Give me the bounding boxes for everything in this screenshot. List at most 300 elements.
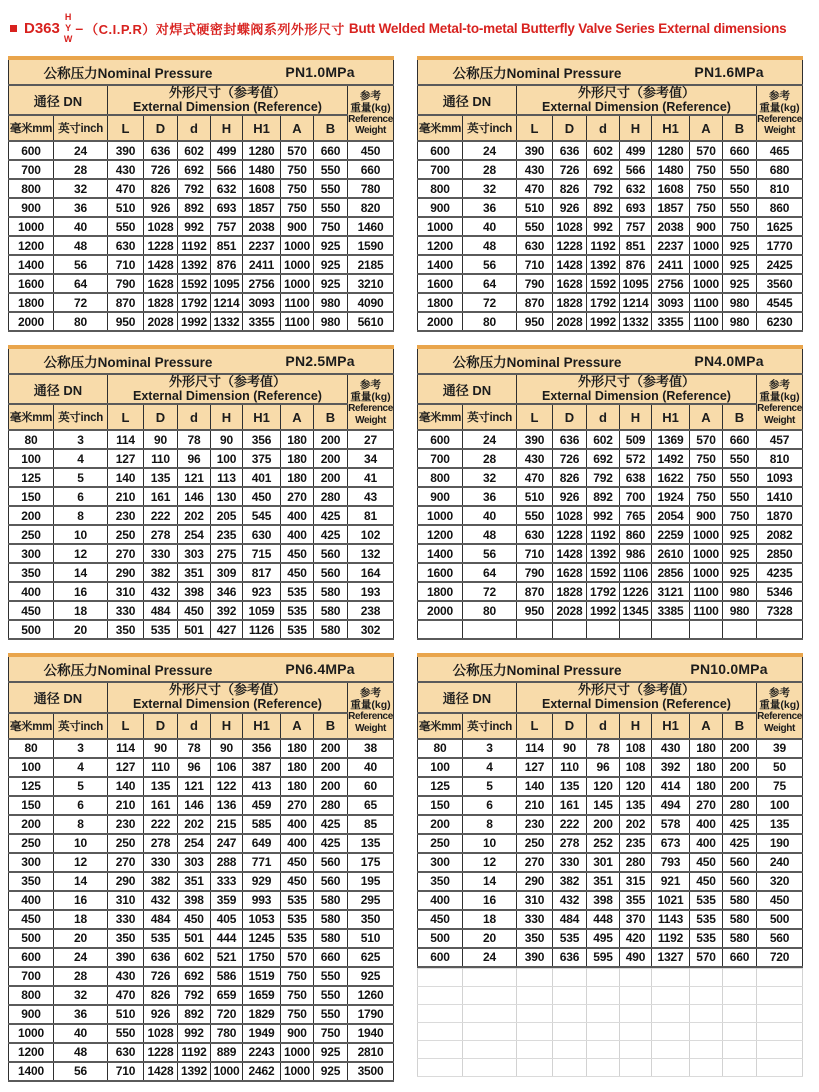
cell: [757, 968, 803, 986]
pressure-table-pn1-6: [417, 56, 802, 332]
cell: 1100: [690, 312, 723, 331]
cell: 150: [418, 796, 463, 815]
nominal-pressure-label: 公称压力Nominal Pressure: [43, 66, 213, 82]
cell: 700: [418, 449, 463, 468]
cell: 125: [9, 777, 54, 796]
cell: 926: [144, 198, 178, 217]
cell: [620, 968, 652, 986]
cell: 36: [463, 198, 517, 217]
cell: 450: [418, 910, 463, 929]
cell: 1260: [348, 986, 394, 1005]
cell: 140: [108, 468, 144, 487]
cell: 28: [463, 449, 517, 468]
cell: 24: [463, 948, 517, 967]
cell: 18: [54, 601, 108, 620]
cell: 1392: [178, 255, 211, 274]
cell: 1028: [144, 1024, 178, 1043]
model-suffix-h: H: [64, 12, 72, 22]
cell: [463, 1004, 517, 1022]
cell: 1214: [211, 293, 243, 312]
cell: 630: [243, 525, 281, 544]
cell: 247: [211, 834, 243, 853]
table-row: [418, 929, 803, 948]
cell: 330: [144, 544, 178, 563]
cell: 2810: [348, 1043, 394, 1062]
col-header-D: D: [553, 404, 587, 430]
cell: 200: [314, 449, 348, 468]
cell: 750: [281, 160, 314, 179]
cell: 700: [9, 967, 54, 986]
col-header-A: A: [690, 404, 723, 430]
cell: 100: [418, 758, 463, 777]
cell: 215: [211, 815, 243, 834]
cell: 710: [108, 1062, 144, 1081]
cell: 1480: [652, 160, 690, 179]
cell: 595: [587, 948, 620, 967]
cell: 303: [178, 544, 211, 563]
col-header-H1: H1: [652, 115, 690, 141]
weight-en-2: Weight: [764, 722, 795, 734]
cell: 980: [723, 601, 757, 620]
cell: 1600: [418, 563, 463, 582]
table-row: [418, 853, 803, 872]
cell: 600: [418, 141, 463, 160]
cell: [553, 1058, 587, 1076]
cell: 450: [9, 601, 54, 620]
cell: 78: [178, 739, 211, 758]
cell: 18: [54, 910, 108, 929]
cell: 980: [723, 312, 757, 331]
reference-weight-header: [348, 85, 394, 141]
cell: 210: [517, 796, 553, 815]
cell: 1790: [348, 1005, 394, 1024]
cell: 470: [517, 468, 553, 487]
cell: 660: [723, 948, 757, 967]
weight-cn-2: 重量(kg): [759, 390, 800, 403]
cell: 180: [281, 430, 314, 449]
cell: 535: [144, 620, 178, 639]
cell: [620, 1022, 652, 1040]
table-row: [9, 468, 394, 487]
cell: [757, 1040, 803, 1058]
weight-cn-2: 重量(kg): [350, 101, 391, 114]
cell: 425: [723, 834, 757, 853]
cell: 430: [517, 449, 553, 468]
cell: 5610: [348, 312, 394, 331]
cell: 550: [723, 160, 757, 179]
cell: 3210: [348, 274, 394, 293]
cell: 12: [463, 853, 517, 872]
cell: 1000: [418, 506, 463, 525]
dimension-table: [417, 56, 803, 332]
cell: 900: [418, 198, 463, 217]
cell: [723, 1004, 757, 1022]
cell: 1028: [553, 217, 587, 236]
cell: 757: [620, 217, 652, 236]
cell: 350: [348, 910, 394, 929]
cell: 96: [178, 758, 211, 777]
cell: 535: [281, 582, 314, 601]
table-row: [418, 487, 803, 506]
col-header-L: L: [517, 115, 553, 141]
cell: 1280: [243, 141, 281, 160]
weight-en-1: Reference: [757, 403, 802, 415]
cell: 535: [144, 929, 178, 948]
table-row: [418, 872, 803, 891]
cell: 280: [620, 853, 652, 872]
cell: 1400: [418, 544, 463, 563]
cell: 580: [723, 929, 757, 948]
cell: 925: [723, 236, 757, 255]
cell: 164: [348, 563, 394, 582]
cell: 2028: [553, 312, 587, 331]
cell: 1460: [348, 217, 394, 236]
cell: 180: [690, 739, 723, 758]
external-dimension-header: [517, 85, 757, 115]
cell: 2028: [144, 312, 178, 331]
cell: 1600: [418, 274, 463, 293]
table-row: [9, 179, 394, 198]
weight-en-2: Weight: [355, 722, 386, 734]
cell: 351: [178, 872, 211, 891]
cell: 1000: [9, 217, 54, 236]
col-header-mm: 毫米mm: [418, 115, 463, 141]
cell: 427: [211, 620, 243, 639]
cell: 750: [314, 1024, 348, 1043]
cell: 499: [620, 141, 652, 160]
cell: 7328: [757, 601, 803, 620]
cell: 202: [178, 506, 211, 525]
cell: 450: [178, 910, 211, 929]
weight-cn-1: 参考: [360, 686, 382, 699]
col-header-L: L: [108, 115, 144, 141]
cell: 278: [144, 525, 178, 544]
cell: 636: [553, 948, 587, 967]
empty-row: [418, 620, 803, 639]
cell: 980: [723, 582, 757, 601]
cell: [690, 620, 723, 639]
cell: 780: [348, 179, 394, 198]
weight-cn-2: 重量(kg): [759, 699, 800, 711]
cell: 1400: [9, 255, 54, 274]
cell: 636: [553, 141, 587, 160]
cell: 535: [553, 929, 587, 948]
cell: 1592: [178, 274, 211, 293]
cell: 726: [553, 449, 587, 468]
cell: 222: [553, 815, 587, 834]
cell: [620, 620, 652, 639]
cell: 90: [211, 430, 243, 449]
cell: [757, 1058, 803, 1076]
cell: 195: [348, 872, 394, 891]
cell: 295: [348, 891, 394, 910]
cell: 135: [348, 834, 394, 853]
pressure-value: PN10.0MPa: [690, 661, 768, 678]
cell: 1000: [690, 255, 723, 274]
cell: 750: [281, 967, 314, 986]
col-header-H: H: [620, 115, 652, 141]
cell: 570: [690, 141, 723, 160]
cell: 350: [108, 929, 144, 948]
cell: 16: [463, 891, 517, 910]
cell: 1600: [9, 274, 54, 293]
cell: 222: [144, 815, 178, 834]
cell: 1100: [281, 293, 314, 312]
table-row: [9, 891, 394, 910]
cell: 2610: [652, 544, 690, 563]
cell: 350: [9, 563, 54, 582]
weight-cn-1: 参考: [360, 378, 382, 391]
cell: 700: [418, 160, 463, 179]
cell: 1392: [587, 255, 620, 274]
cell: [553, 986, 587, 1004]
cell: 330: [108, 601, 144, 620]
cell: 16: [54, 582, 108, 601]
cell: 398: [178, 582, 211, 601]
cell: 205: [211, 506, 243, 525]
cell: 400: [281, 815, 314, 834]
cell: [652, 1040, 690, 1058]
cell: 1428: [553, 255, 587, 274]
cell: 3121: [652, 582, 690, 601]
table-row: [9, 815, 394, 834]
cell: 560: [314, 872, 348, 891]
cell: 180: [281, 758, 314, 777]
cell: 750: [723, 506, 757, 525]
cell: 1327: [652, 948, 690, 967]
pressure-table-pn4-0: [417, 345, 802, 640]
cell: 65: [348, 796, 394, 815]
cell: 3355: [652, 312, 690, 331]
empty-continuation-grid: [417, 968, 803, 1077]
cell: 1800: [9, 293, 54, 312]
cell: [418, 986, 463, 1004]
cell: 560: [723, 853, 757, 872]
cell: 8: [54, 815, 108, 834]
reference-weight-header: [348, 374, 394, 430]
cell: 580: [314, 891, 348, 910]
cell: 578: [652, 815, 690, 834]
cell: 550: [723, 198, 757, 217]
weight-cn-1: 参考: [769, 686, 791, 699]
cell: 892: [178, 198, 211, 217]
cell: 1000: [281, 255, 314, 274]
cell: 1400: [418, 255, 463, 274]
weight-en-2: Weight: [355, 414, 386, 426]
cell: 470: [517, 179, 553, 198]
cell: 986: [620, 544, 652, 563]
cell: 720: [211, 1005, 243, 1024]
cell: 3355: [243, 312, 281, 331]
cell: 121: [178, 468, 211, 487]
cell: 550: [723, 179, 757, 198]
cell: 300: [9, 853, 54, 872]
cell: [553, 1004, 587, 1022]
cell: 1857: [652, 198, 690, 217]
col-header-inch: 英寸inch: [463, 404, 517, 430]
cell: 100: [9, 758, 54, 777]
col-header-H: H: [211, 713, 243, 739]
cell: 693: [620, 198, 652, 217]
cell: 810: [757, 449, 803, 468]
weight-en-2: Weight: [355, 125, 386, 137]
cell: 757: [211, 217, 243, 236]
pressure-title-cell: [418, 655, 803, 682]
nominal-pressure-label: 公称压力Nominal Pressure: [43, 663, 213, 679]
cell: 330: [553, 853, 587, 872]
cell: 110: [553, 758, 587, 777]
cell: [463, 968, 517, 986]
cell: 1192: [652, 929, 690, 948]
cell: 1992: [178, 312, 211, 331]
cell: 4: [463, 758, 517, 777]
cell: 550: [314, 179, 348, 198]
cell: 72: [54, 293, 108, 312]
cell: 602: [587, 430, 620, 449]
cell: 457: [757, 430, 803, 449]
cell: 230: [517, 815, 553, 834]
cell: 566: [211, 160, 243, 179]
cell: 900: [9, 198, 54, 217]
cell: 800: [418, 179, 463, 198]
cell: [463, 620, 517, 639]
cell: 630: [517, 525, 553, 544]
cell: 1628: [553, 563, 587, 582]
col-header-mm: 毫米mm: [418, 713, 463, 739]
cell: 432: [144, 582, 178, 601]
cell: 570: [690, 430, 723, 449]
cell: 1792: [178, 293, 211, 312]
external-dimension-en: External Dimension (Reference): [133, 696, 322, 711]
dn-header: 通径 DN: [9, 85, 108, 115]
cell: 692: [178, 967, 211, 986]
faint-empty-row: [418, 1040, 803, 1058]
cell: 1400: [9, 1062, 54, 1081]
cell: 80: [9, 430, 54, 449]
cell: 270: [281, 796, 314, 815]
col-header-A: A: [690, 713, 723, 739]
cell: 132: [348, 544, 394, 563]
cell: 80: [54, 312, 108, 331]
cell: [517, 968, 553, 986]
col-header-mm: 毫米mm: [9, 115, 54, 141]
dn-header: 通径 DN: [418, 374, 517, 404]
cell: [463, 1058, 517, 1076]
cell: 1200: [418, 236, 463, 255]
cell: 926: [553, 198, 587, 217]
cell: [418, 1058, 463, 1076]
pressure-title-cell: [9, 58, 394, 85]
col-header-A: A: [281, 404, 314, 430]
bullet-square-icon: [10, 25, 17, 32]
cell: [587, 1058, 620, 1076]
cell: 56: [54, 1062, 108, 1081]
cell: 1192: [587, 525, 620, 544]
cell: 420: [620, 929, 652, 948]
faint-empty-row: [418, 986, 803, 1004]
cell: 780: [211, 1024, 243, 1043]
cell: 1095: [620, 274, 652, 293]
cell: 1992: [587, 312, 620, 331]
cell: 270: [281, 487, 314, 506]
cell: 3093: [652, 293, 690, 312]
cell: 1410: [757, 487, 803, 506]
cell: 1192: [587, 236, 620, 255]
cell: 400: [9, 582, 54, 601]
cell: 48: [463, 525, 517, 544]
cell: 43: [348, 487, 394, 506]
weight-cn-1: 参考: [769, 378, 791, 391]
cell: 4235: [757, 563, 803, 582]
pressure-value: PN1.0MPa: [285, 64, 355, 81]
cell: 18: [463, 910, 517, 929]
cell: 270: [108, 544, 144, 563]
cell: 210: [108, 796, 144, 815]
cell: 580: [723, 910, 757, 929]
cell: 80: [463, 312, 517, 331]
cell: 1750: [243, 948, 281, 967]
cell: 560: [314, 544, 348, 563]
pressure-value: PN1.6MPa: [694, 64, 764, 81]
cell: 2850: [757, 544, 803, 563]
cell: [723, 620, 757, 639]
cell: 499: [211, 141, 243, 160]
table-row: [9, 582, 394, 601]
cell: [553, 620, 587, 639]
col-header-inch: 英寸inch: [54, 404, 108, 430]
cell: [517, 1058, 553, 1076]
cell: 750: [281, 986, 314, 1005]
cell: 680: [757, 160, 803, 179]
external-dimension-header: [108, 85, 348, 115]
cell: 32: [54, 179, 108, 198]
cell: 125: [418, 777, 463, 796]
cell: 820: [348, 198, 394, 217]
cell: [690, 1004, 723, 1022]
cell: 161: [144, 796, 178, 815]
cell: 1800: [418, 293, 463, 312]
weight-en-1: Reference: [757, 711, 802, 723]
cell: 1369: [652, 430, 690, 449]
dimension-table: [8, 653, 394, 1081]
cell: 1625: [757, 217, 803, 236]
cell: 501: [178, 620, 211, 639]
cell: 351: [587, 872, 620, 891]
cell: 851: [620, 236, 652, 255]
cell: 392: [652, 758, 690, 777]
cell: [463, 1022, 517, 1040]
cell: 826: [144, 179, 178, 198]
cell: 889: [211, 1043, 243, 1062]
tables-grid: [8, 56, 819, 1081]
cell: 900: [9, 1005, 54, 1024]
col-header-mm: 毫米mm: [9, 404, 54, 430]
cell: 210: [108, 487, 144, 506]
cell: 448: [587, 910, 620, 929]
cell: 1000: [281, 1043, 314, 1062]
cell: 2082: [757, 525, 803, 544]
cell: 1622: [652, 468, 690, 487]
cell: 3: [54, 430, 108, 449]
cell: 2000: [9, 312, 54, 331]
external-dimension-header: [108, 682, 348, 712]
cell: 180: [281, 777, 314, 796]
col-header-mm: 毫米mm: [418, 404, 463, 430]
table-row: [9, 1062, 394, 1081]
col-header-d: d: [587, 713, 620, 739]
cell: [690, 1040, 723, 1058]
cell: 1608: [243, 179, 281, 198]
